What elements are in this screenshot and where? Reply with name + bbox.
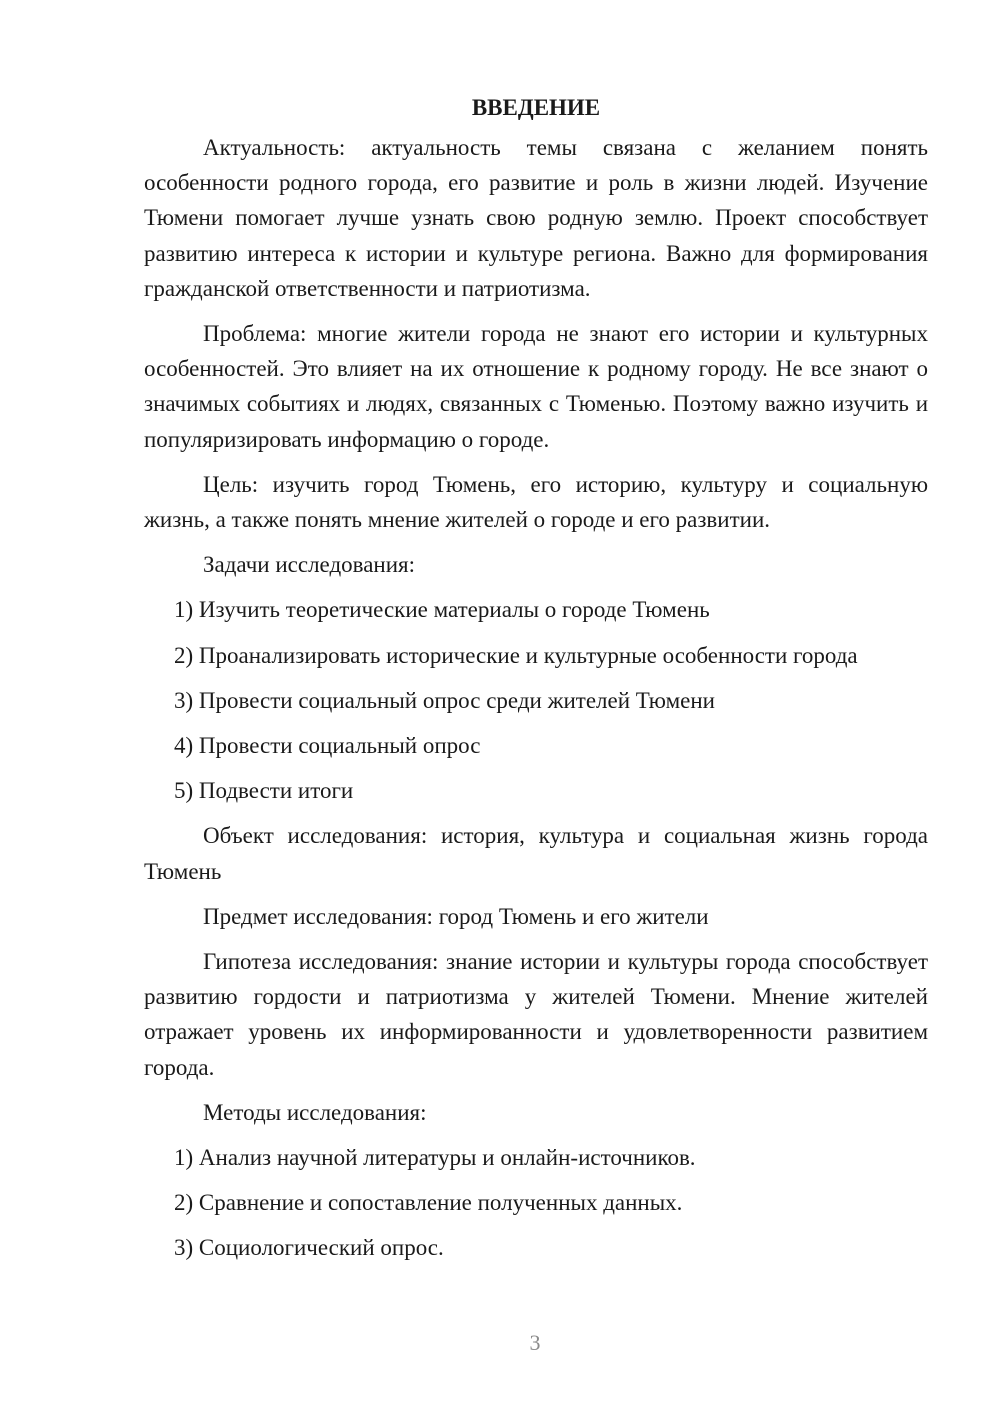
hypothesis-paragraph: Гипотеза исследования: знание истории и культуры города способствует развитию гордости и патриотизма у жителей Тюмени. Мнение жителей отражает уровень их информированности и удовлетворенности развитием города. [144,949,928,1080]
tasks-heading: Задачи исследования: [203,552,416,578]
goal-paragraph: Цель: изучить город Тюмень, его историю, культуру и социальную жизнь, а также понять мнение жителей о городе и его развитии. [144,471,928,533]
page-number: 3 [529,1330,541,1355]
task-item: 1) Изучить теоретические материалы о городе Тюмень [174,597,710,623]
method-item: 1) Анализ научной литературы и онлайн-источников. [174,1145,696,1171]
relevance-paragraph: Актуальность: актуальность темы связана с желанием понять особенности родного города, его развитие и роль в жизни людей. Изучение Тюмени помогает лучше узнать свою родную землю. Проект способствует развитию интереса к истории и культуре региона. Важно для формирования гражданской ответственности и патриотизма. [144,135,928,301]
method-item: 2) Сравнение и сопоставление полученных данных. [174,1190,683,1216]
object-paragraph: Объект исследования: история, культура и социальная жизнь города Тюмень [144,823,928,884]
section-title: ВВЕДЕНИЕ [471,95,601,120]
document-page [144,90,928,1276]
problem-paragraph: Проблема: многие жители города не знают его истории и культурных особенностей. Это влияет на их отношение к родному городу. Не все знают о значимых событиях и людях, связанных с Тюменью. Поэтому важно изучить и популяризировать информацию о городе. [144,321,928,452]
task-item: 3) Провести социальный опрос среди жителей Тюмени [174,687,715,713]
method-item: 3) Социологический опрос. [174,1235,444,1261]
task-item: 5) Подвести итоги [174,778,354,804]
task-item: 4) Провести социальный опрос [174,733,481,759]
methods-heading: Методы исследования: [203,1099,427,1125]
task-item: 2) Проанализировать исторические и культурные особенности города [174,642,858,668]
subject-paragraph: Предмет исследования: город Тюмень и его жители [203,903,709,929]
